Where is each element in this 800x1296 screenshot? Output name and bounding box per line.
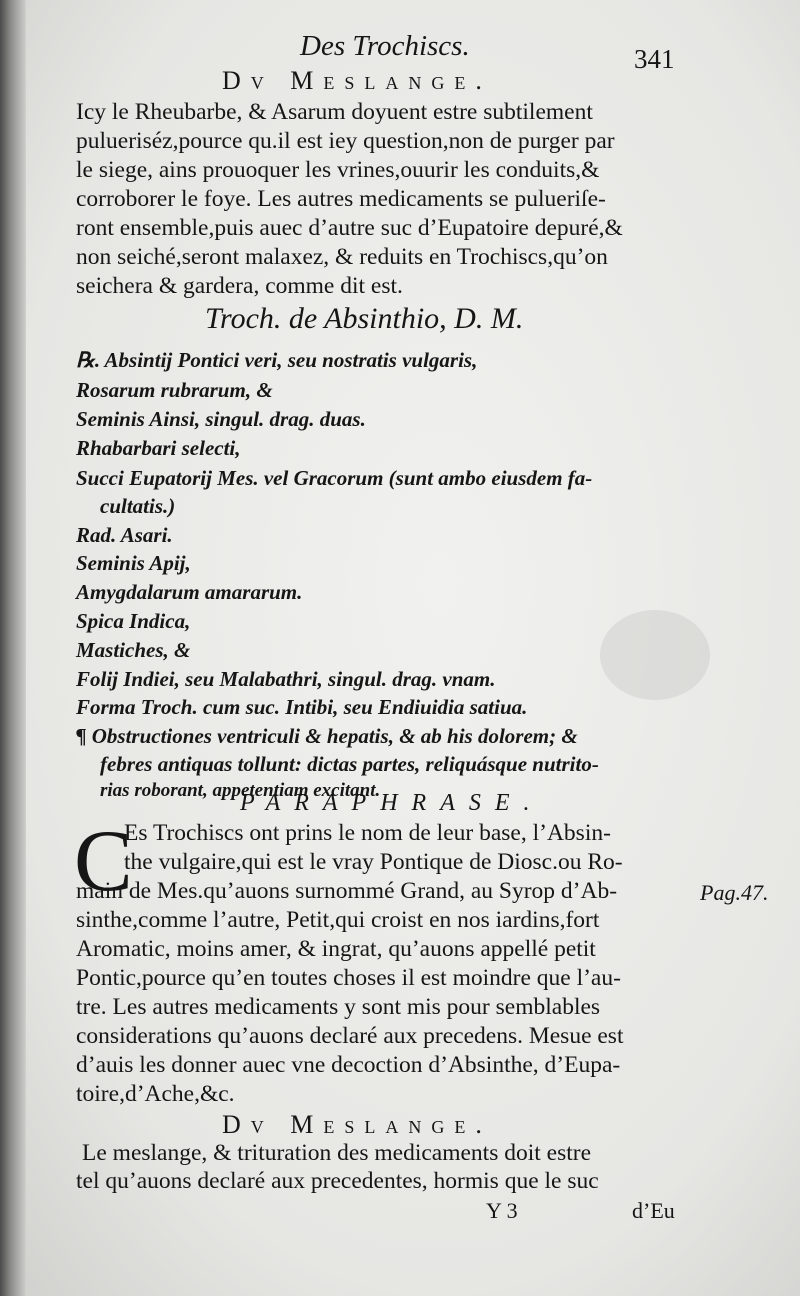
ingredient-line: Seminis Ainsi, singul. drag. duas.: [76, 407, 366, 431]
drop-cap: C: [74, 813, 133, 910]
text-line: toire,d’Ache,&c.: [76, 1081, 235, 1107]
section-heading-meslange-2: Dv Meslange.: [222, 1110, 492, 1139]
page-gutter-shadow: [0, 0, 26, 1296]
text-line: considerations qu’auons declaré aux precedens. Mesue est: [76, 1023, 624, 1049]
show-through-stain: [600, 610, 710, 700]
text-line: le siege, ains prouoquer les vrines,ouurir les conduits,&: [76, 157, 600, 183]
text-line: seichera & gardera, comme dit est.: [76, 273, 403, 299]
ingredient-line: cultatis.): [100, 494, 176, 518]
ingredient-line: Mastiches, &: [76, 638, 191, 662]
ingredient-line: Rosarum rubrarum, &: [76, 378, 273, 402]
text-line: non seiché,seront malaxez, & reduits en Trochiscs,qu’on: [76, 244, 608, 270]
text-line: pulueriséz,pource qu.il est iey question,non de purger par: [76, 128, 615, 154]
catchword: d’Eu: [632, 1198, 675, 1223]
text-line: ront ensemble,puis auec d’autre suc d’Eupatoire depuré,&: [76, 215, 623, 241]
ingredient-line: Seminis Apij,: [76, 551, 191, 575]
ingredient-line: Rhabarbari selecti,: [76, 436, 241, 460]
text-line: Pontic,pource qu’en toutes choses il est moindre que l’au-: [76, 965, 621, 991]
ingredient-line: ℞. Absintij Pontici veri, seu nostratis vulgaris,: [76, 348, 478, 372]
text-line: tre. Les autres medicaments y sont mis pour semblables: [76, 994, 601, 1020]
ingredient-line: Amygdalarum amararum.: [76, 580, 303, 604]
margin-note: Pag.47.: [700, 880, 769, 905]
section-heading-meslange-1: Dv Meslange.: [222, 66, 492, 95]
ingredient-line: Folij Indiei, seu Malabathri, singul. drag. vnam.: [76, 667, 496, 691]
text-line: the vulgaire,qui est le vray Pontique de Diosc.ou Ro-: [124, 849, 623, 875]
text-line: Es Trochiscs ont prins le nom de leur base, l’Absin-: [124, 820, 611, 846]
virtues-line: febres antiquas tollunt: dictas partes, reliquásque nutrito-: [100, 752, 599, 776]
virtues-line: rias roborant, appetentiam excitant.: [100, 780, 381, 801]
text-line: sinthe,comme l’autre, Petit,qui croist en nos iardins,fort: [76, 907, 600, 933]
text-line: Aromatic, moins amer, & ingrat, qu’auons appellé petit: [76, 936, 596, 962]
signature-mark: Y 3: [486, 1198, 518, 1223]
ingredient-line: Forma Troch. cum suc. Intibi, seu Endiuidia satiua.: [76, 695, 528, 719]
ingredient-line: Spica Indica,: [76, 609, 191, 633]
ingredient-line: Succi Eupatorij Mes. vel Gracorum (sunt ambo eiusdem fa-: [76, 466, 593, 490]
page-number: 341: [634, 44, 675, 74]
text-line: corroborer le foye. Les autres medicaments se pulueriſe-: [76, 186, 606, 212]
recipe-title: Troch. de Absinthio, D. M.: [205, 302, 524, 335]
text-line: main de Mes.qu’auons surnommé Grand, au Syrop d’Ab-: [76, 878, 618, 904]
virtues-line: ¶ Obstructiones ventriculi & hepatis, & ab his dolorem; &: [76, 724, 578, 748]
paraphrase-heading: PARAPHRASE.: [240, 790, 544, 816]
text-line: tel qu’auons declaré aux precedentes, hormis que le suc: [76, 1168, 599, 1194]
text-line: d’auis les donner auec vne decoction d’Absinthe, d’Eupa-: [76, 1052, 621, 1078]
text-line: Le meslange, & trituration des medicaments doit estre: [82, 1140, 592, 1166]
ingredient-line: Rad. Asari.: [76, 523, 173, 547]
running-head: Des Trochiscs.: [300, 30, 470, 62]
text-line: Icy le Rheubarbe, & Asarum doyuent estre subtilement: [76, 99, 593, 125]
